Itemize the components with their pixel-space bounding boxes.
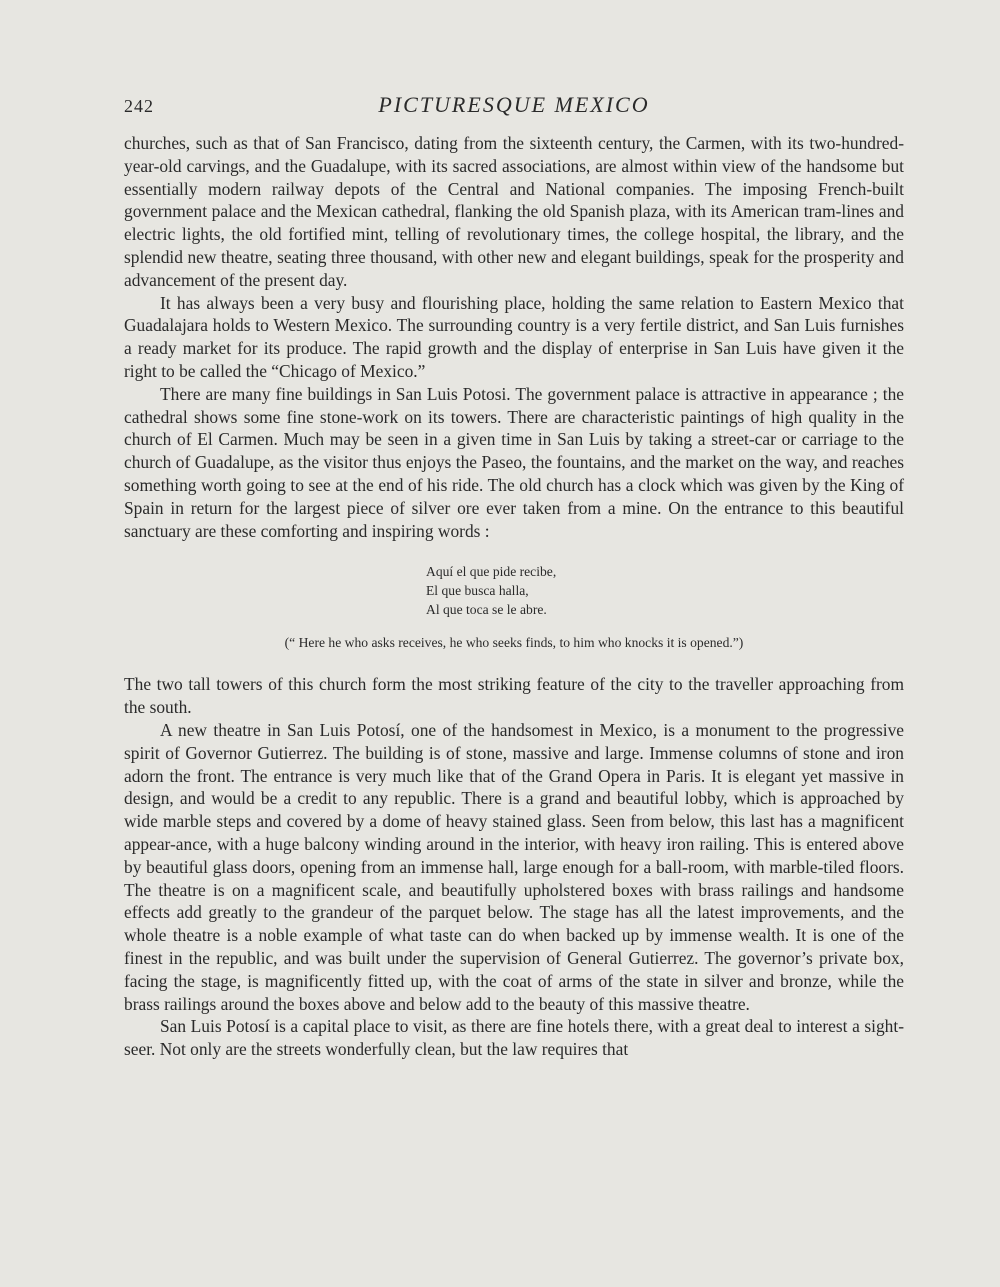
paragraph-continuation: churches, such as that of San Francisco, dating from the sixteenth century, the Carmen, with its two-hundred-year-old carvings, and the Guadalupe, with its sacred associations, are almost within view of the handsome but essentially modern railway depots of the Central and National companies. The imposing French-built government palace and the Mexican cathedral, flanking the old Spanish plaza, with its American tram-lines and electric lights, the old fortified mint, telling of revolutionary times, the college hospital, the library, and the splendid new theatre, seating three thousand, with other new and elegant buildings, speak for the prosperity and advancement of the present day. bbox=[124, 133, 904, 290]
paragraph: A new theatre in San Luis Potosí, one of the handsomest in Mexico, is a monument to the progressive spirit of Governor Gutierrez. The building is of stone, massive and large. Immense columns of stone and iron adorn the front. The entrance is very much like that of the Grand Opera in Paris. It is elegant yet massive in design, and would be a credit to any republic. There is a grand and beautiful lobby, which is approached by wide marble steps and covered by a dome of heavy stained glass. Seen from below, this last has a magnificent appear-ance, with a huge balcony winding around in the interior, with heavy iron railing. This is entered above by beautiful glass doors, opening from an immense hall, large enough for a ball-room, with marble-tiled floors. The theatre is on a magnificent scale, and beautifully upholstered boxes with brass railings and handsome effects add greatly to the grandeur of the parquet below. The stage has all the latest improvements, and the whole theatre is a noble example of what taste can do when backed up by immense wealth. It is one of the finest in the republic, and was built under the supervision of General Gutierrez. The governor’s private box, facing the stage, is magnificently fitted up, with the coat of arms of the state in silver and bronze, while the brass railings around the boxes above and below add to the beauty of this massive theatre. bbox=[124, 719, 904, 1014]
paragraph: It has always been a very busy and flourishing place, holding the same relation to Eastern Mexico that Guadalajara holds to Western Mexico. The surrounding country is a very fertile district, and San Luis furnishes a ready market for its produce. The rapid growth and the display of enterprise in San Luis have given it the right to be called the “Chicago of Mexico.” bbox=[124, 292, 904, 381]
poem-line: Al que toca se le abre. bbox=[426, 602, 547, 618]
poem-line: El que busca halla, bbox=[426, 583, 529, 599]
page-number: 242 bbox=[124, 96, 154, 116]
page-header bbox=[124, 92, 904, 122]
running-title: PICTURESQUE MEXICO bbox=[378, 92, 650, 117]
paragraph: San Luis Potosí is a capital place to visit, as there are fine hotels there, with a great deal to interest a sight-seer. Not only are the streets wonderfully clean, but the law requires that bbox=[124, 1016, 904, 1060]
poem-line: Aquí el que pide recibe, bbox=[426, 564, 557, 580]
poem-translation: (“ Here he who asks receives, he who seeks finds, to him who knocks it is opened.”) bbox=[284, 635, 744, 651]
paragraph: There are many fine buildings in San Luis Potosi. The government palace is attractive in appearance ; the cathedral shows some fine stone-work on its towers. There are characteristic paintings of high quality in the church of El Carmen. Much may be seen in a given time in San Luis by taking a street-car or carriage to the church of Guadalupe, as the visitor thus enjoys the Paseo, the fountains, and the market on the way, and reaches something worth going to see at the end of his ride. The old church has a clock which was given by the King of Spain in return for the largest piece of silver ore ever taken from a mine. On the entrance to this beautiful sanctuary are these comforting and inspiring words : bbox=[124, 383, 904, 541]
inscription-poem bbox=[426, 562, 904, 619]
paragraph: The two tall towers of this church form the most striking feature of the city to the traveller approaching from the south. bbox=[124, 674, 904, 718]
body-text bbox=[124, 132, 904, 1061]
